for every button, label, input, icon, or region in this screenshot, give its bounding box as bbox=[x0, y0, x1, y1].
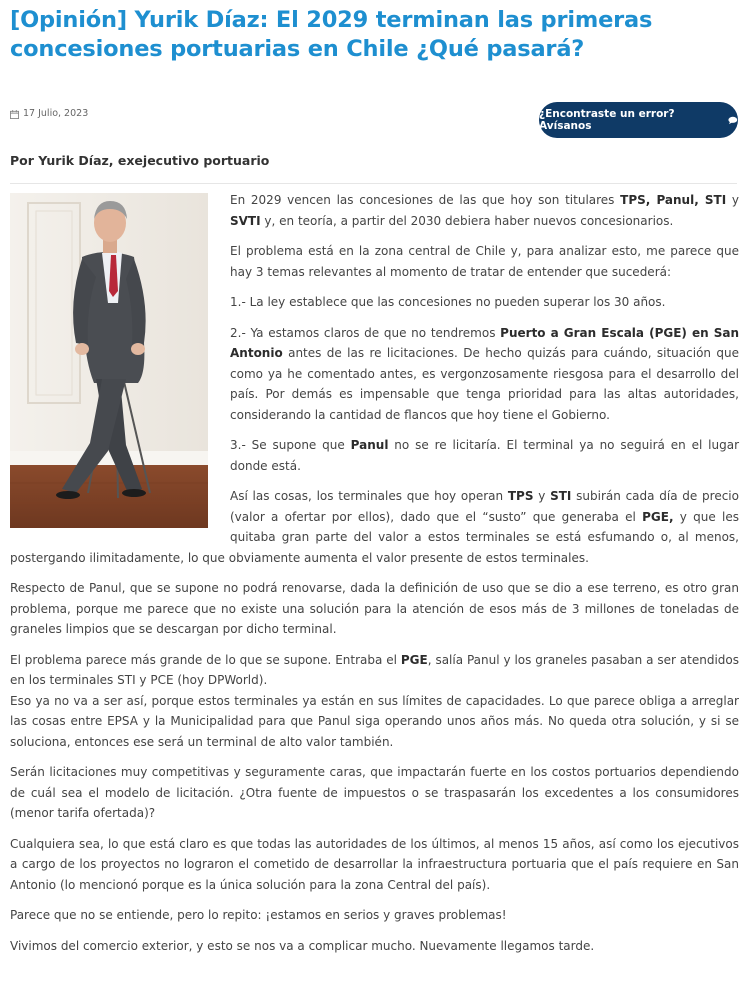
article-title: [Opinión] Yurik Díaz: El 2029 terminan las primeras concesiones portuarias en Chile ¿Qué pasará? bbox=[10, 7, 653, 62]
article-body bbox=[10, 190, 739, 966]
report-error-button[interactable] bbox=[539, 102, 738, 138]
paragraph-8: El problema parece más grande de lo que se supone. Entraba el PGE, salía Panul y los graneles pasaban a ser atendidos en los terminales STI y PCE (hoy DPWorld). bbox=[10, 652, 740, 687]
paragraph-10: Serán licitaciones muy competitivas y seguramente caras, que impactarán fuerte en los costos portuarios dependiendo de cuál sea el modelo de licitación. ¿Otra fuente de impuestos o se traspasarán los excedentes a los consumidores (menor tarifa ofertada)? bbox=[10, 765, 739, 820]
paragraph-2: El problema está en la zona central de Chile y, para analizar esto, me parece que hay 3 temas relevantes al momento de tratar de entender que sucederá: bbox=[230, 244, 739, 279]
paragraph-9: Eso ya no va a ser así, porque estos terminales ya están en sus límites de capacidades. Lo que parece obliga a arreglar las cosas entre EPSA y la Municipalidad para que Panul siga operando unos años más. No queda otra solución, y si se soluciona, entonces ese será un terminal de alto valor también. bbox=[10, 693, 739, 749]
paragraph-4: 2.- Ya estamos claros de que no tendremos Puerto a Gran Escala (PGE) en San Antonio antes de las re licitaciones. De hecho quizás para cuándo, situación que como ya he comentado antes, es vergonzosamente riesgosa para el desarrollo del país. Por demás es impensable que tenga prioridad para las altas autoridades, considerando la cantidad de flancos que hoy tiene el Gobierno. bbox=[230, 325, 739, 422]
paragraph-1: En 2029 vencen las concesiones de las que hoy son titulares TPS, Panul, STI y SVTI y, en teoría, a partir del 2030 debiera haber nuevos concesionarios. bbox=[230, 193, 739, 228]
report-error-label: ¿Encontraste un error? Avísanos bbox=[539, 108, 675, 132]
paragraph-5: 3.- Se supone que Panul no se re licitaría. El terminal ya no seguirá en el lugar donde está. bbox=[230, 438, 739, 473]
author-byline: Por Yurik Díaz, exejecutivo portuario bbox=[10, 153, 270, 168]
paragraph-12: Parece que no se entiende, pero lo repito: ¡estamos en serios y graves problemas! bbox=[10, 908, 507, 922]
divider bbox=[10, 183, 737, 184]
paragraph-13: Vivimos del comercio exterior, y esto se nos va a complicar mucho. Nuevamente llegamos tarde. bbox=[10, 938, 595, 953]
paragraph-11: Cualquiera sea, lo que está claro es que todas las autoridades de los últimos, al menos 15 años, así como los ejecutivos a cargo de los proyectos no lograron el cometido de desarrollar la infraestructura portuaria que el país requiere en San Antonio (lo mencionó porque es la única solución para la zona Central del país). bbox=[10, 836, 739, 892]
photo-float-spacer bbox=[10, 190, 208, 532]
article-meta bbox=[10, 108, 88, 120]
calendar-icon bbox=[10, 110, 19, 119]
paragraph-3: 1.- La ley establece que las concesiones no pueden superar los 30 años. bbox=[230, 295, 666, 309]
paragraph-7: Respecto de Panul, que se supone no podrá renovarse, dada la definición de uso que se dio a ese terreno, es otro gran problema, porque me parece que no existe una solución para la atención de esos más de 3 millones de toneladas de graneles limpios que se descargan por dicho terminal. bbox=[10, 581, 739, 636]
speech-bubble-icon bbox=[728, 116, 738, 125]
paragraph-6: Así las cosas, los terminales que hoy operan TPS y STI subirán cada día de precio (valor a ofertar por ellos), dado que el “susto” que generaba el PGE, y que les quitaba gran parte del valor a estos terminales se está esfumando o, al menos, postergando ilimitadamente, lo que obviamente aumenta el valor presente de estos terminales. bbox=[10, 489, 740, 565]
article-date: 17 Julio, 2023 bbox=[23, 108, 89, 119]
